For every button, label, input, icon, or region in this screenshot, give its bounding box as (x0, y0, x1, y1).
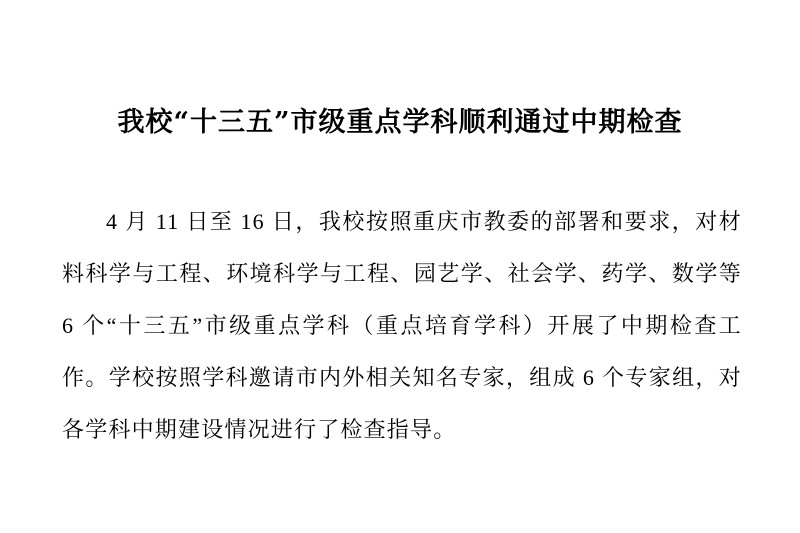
page-title: 我校“十三五”市级重点学科顺利通过中期检查 (117, 107, 683, 138)
document-body (62, 196, 742, 456)
body-paragraph: 4 月 11 日至 16 日，我校按照重庆市教委的部署和要求，对材料科学与工程、环境科学与工程、园艺学、社会学、药学、数学等 6 个“十三五”市级重点学科（重点培育学科）开展了中期检查工作。学校按照学科邀请市内外相关知名专家，组成 6 个专家组，对各学科中期建设情况进行了检查指导。 (62, 209, 742, 442)
